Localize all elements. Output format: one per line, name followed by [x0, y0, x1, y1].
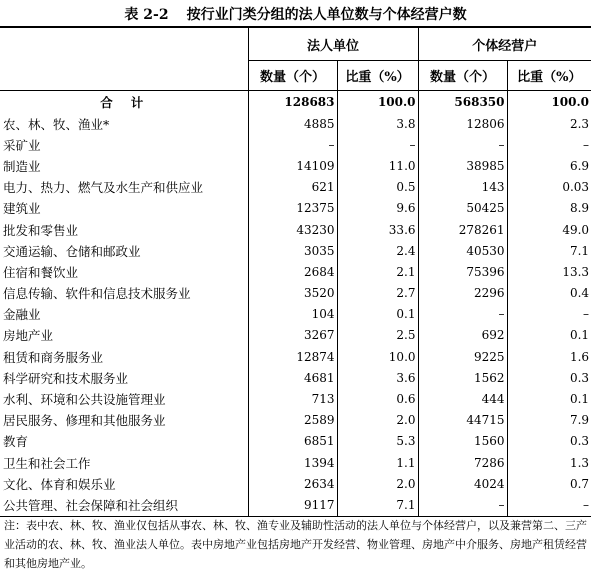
table-row — [0, 367, 591, 388]
household-share: 0.3 — [507, 367, 591, 388]
table-row — [0, 452, 591, 473]
legal-share: – — [337, 134, 418, 155]
legal-count: – — [248, 134, 337, 155]
household-count: 692 — [418, 325, 507, 346]
household-count: 1562 — [418, 367, 507, 388]
legal-share: 3.8 — [337, 113, 418, 134]
household-share: 7.1 — [507, 240, 591, 261]
header-share-1: 比重（%） — [337, 61, 418, 91]
household-count: 278261 — [418, 219, 507, 240]
household-count: – — [418, 134, 507, 155]
table-row — [0, 155, 591, 176]
legal-count: 2634 — [248, 473, 337, 494]
legal-count: 12874 — [248, 346, 337, 367]
legal-count: 4681 — [248, 367, 337, 388]
legal-count: 621 — [248, 177, 337, 198]
table-row — [0, 346, 591, 367]
table-row — [0, 219, 591, 240]
household-share: 0.1 — [507, 325, 591, 346]
legal-share: 2.7 — [337, 283, 418, 304]
household-share: 0.4 — [507, 283, 591, 304]
row-label: 水利、环境和公共设施管理业 — [3, 392, 166, 408]
row-label: 建筑业 — [3, 201, 41, 217]
total-count-1: 128683 — [248, 91, 337, 114]
household-count: 40530 — [418, 240, 507, 261]
total-share-1: 100.0 — [337, 91, 418, 114]
legal-count: 2589 — [248, 410, 337, 431]
row-label: 电力、热力、燃气及水生产和供应业 — [3, 180, 204, 196]
legal-share: 0.5 — [337, 177, 418, 198]
household-count: 12806 — [418, 113, 507, 134]
header-individual-households: 个体经营户 — [418, 27, 591, 61]
legal-share: 0.6 — [337, 388, 418, 409]
legal-count: 2684 — [248, 261, 337, 282]
legal-count: 6851 — [248, 431, 337, 452]
household-share: 13.3 — [507, 261, 591, 282]
legal-share: 2.1 — [337, 261, 418, 282]
household-share: 0.1 — [507, 388, 591, 409]
legal-share: 5.3 — [337, 431, 418, 452]
table-row — [0, 198, 591, 219]
household-count: 50425 — [418, 198, 507, 219]
household-count: 4024 — [418, 473, 507, 494]
table-row — [0, 304, 591, 325]
header-blank — [0, 27, 248, 91]
row-label: 信息传输、软件和信息技术服务业 — [3, 286, 191, 302]
legal-share: 2.0 — [337, 473, 418, 494]
legal-share: 33.6 — [337, 219, 418, 240]
row-label: 教育 — [3, 434, 29, 450]
table-row — [0, 431, 591, 452]
row-label: 制造业 — [3, 158, 41, 174]
household-count: 9225 — [418, 346, 507, 367]
household-share: 8.9 — [507, 198, 591, 219]
household-count: 75396 — [418, 261, 507, 282]
row-label: 科学研究和技术服务业 — [3, 370, 129, 386]
total-row — [0, 91, 591, 114]
row-label: 金融业 — [3, 307, 41, 323]
legal-share: 10.0 — [337, 346, 418, 367]
household-share: 2.3 — [507, 113, 591, 134]
household-count: – — [418, 304, 507, 325]
table-row — [0, 177, 591, 198]
table-row — [0, 283, 591, 304]
household-share: 0.7 — [507, 473, 591, 494]
legal-count: 104 — [248, 304, 337, 325]
row-label: 批发和零售业 — [3, 222, 79, 238]
legal-share: 0.1 — [337, 304, 418, 325]
legal-count: 3267 — [248, 325, 337, 346]
row-label: 文化、体育和娱乐业 — [3, 476, 116, 492]
household-share: 7.9 — [507, 410, 591, 431]
household-count: 1560 — [418, 431, 507, 452]
table-title — [0, 4, 591, 24]
legal-count: 3035 — [248, 240, 337, 261]
header-count-1: 数量（个） — [248, 61, 337, 91]
household-share: 0.3 — [507, 431, 591, 452]
legal-count: 43230 — [248, 219, 337, 240]
household-count: 44715 — [418, 410, 507, 431]
legal-count: 9117 — [248, 494, 337, 516]
household-count: 143 — [418, 177, 507, 198]
table-row — [0, 473, 591, 494]
header-count-2: 数量（个） — [418, 61, 507, 91]
row-label: 居民服务、修理和其他服务业 — [3, 413, 166, 429]
header-share-2: 比重（%） — [507, 61, 591, 91]
legal-count: 1394 — [248, 452, 337, 473]
legal-share: 7.1 — [337, 494, 418, 516]
legal-count: 3520 — [248, 283, 337, 304]
legal-share: 11.0 — [337, 155, 418, 176]
total-label: 合计 — [100, 95, 162, 110]
row-label: 采矿业 — [3, 137, 41, 153]
footnote: 注：表中农、林、牧、渔业仅包括从事农、林、牧、渔专业及辅助性活动的法人单位与个体经营户，以及兼营第二、三产业活动的农、林、牧、渔业法人单位。表中房地产业包括房地产开发经营、物业管理、房地产中介服务、房地产租赁经营和其他房地产业。 — [4, 519, 587, 570]
table-row — [0, 410, 591, 431]
table-row — [0, 240, 591, 261]
household-count: 38985 — [418, 155, 507, 176]
legal-share: 3.6 — [337, 367, 418, 388]
legal-share: 9.6 — [337, 198, 418, 219]
household-share: 6.9 — [507, 155, 591, 176]
table-row — [0, 261, 591, 282]
legal-share: 2.4 — [337, 240, 418, 261]
household-count: 2296 — [418, 283, 507, 304]
legal-count: 12375 — [248, 198, 337, 219]
household-share: 49.0 — [507, 219, 591, 240]
row-label: 公共管理、社会保障和社会组织 — [0, 494, 248, 516]
household-share: – — [507, 304, 591, 325]
household-count: 444 — [418, 388, 507, 409]
household-share: – — [507, 494, 591, 516]
table-number: 表 2-2 — [124, 7, 169, 23]
row-label: 卫生和社会工作 — [3, 455, 91, 471]
legal-count: 14109 — [248, 155, 337, 176]
table-row — [0, 325, 591, 346]
header-legal-entities: 法人单位 — [248, 27, 418, 61]
household-share: – — [507, 134, 591, 155]
table-caption: 按行业门类分组的法人单位数与个体经营户数 — [186, 7, 467, 23]
household-count: – — [418, 494, 507, 516]
table-row — [0, 113, 591, 134]
row-label: 农、林、牧、渔业* — [3, 116, 110, 132]
household-share: 1.3 — [507, 452, 591, 473]
table-row — [0, 134, 591, 155]
row-label: 交通运输、仓储和邮政业 — [3, 243, 141, 259]
legal-share: 2.0 — [337, 410, 418, 431]
row-label: 房地产业 — [3, 328, 54, 344]
legal-share: 2.5 — [337, 325, 418, 346]
table-row — [0, 388, 591, 409]
household-count: 7286 — [418, 452, 507, 473]
legal-share: 1.1 — [337, 452, 418, 473]
row-label: 租赁和商务服务业 — [3, 349, 104, 365]
legal-count: 713 — [248, 388, 337, 409]
row-label: 住宿和餐饮业 — [3, 264, 79, 280]
total-count-2: 568350 — [418, 91, 507, 114]
legal-count: 4885 — [248, 113, 337, 134]
data-table — [0, 26, 591, 517]
household-share: 1.6 — [507, 346, 591, 367]
table-row — [0, 494, 591, 516]
total-share-2: 100.0 — [507, 91, 591, 114]
household-share: 0.03 — [507, 177, 591, 198]
